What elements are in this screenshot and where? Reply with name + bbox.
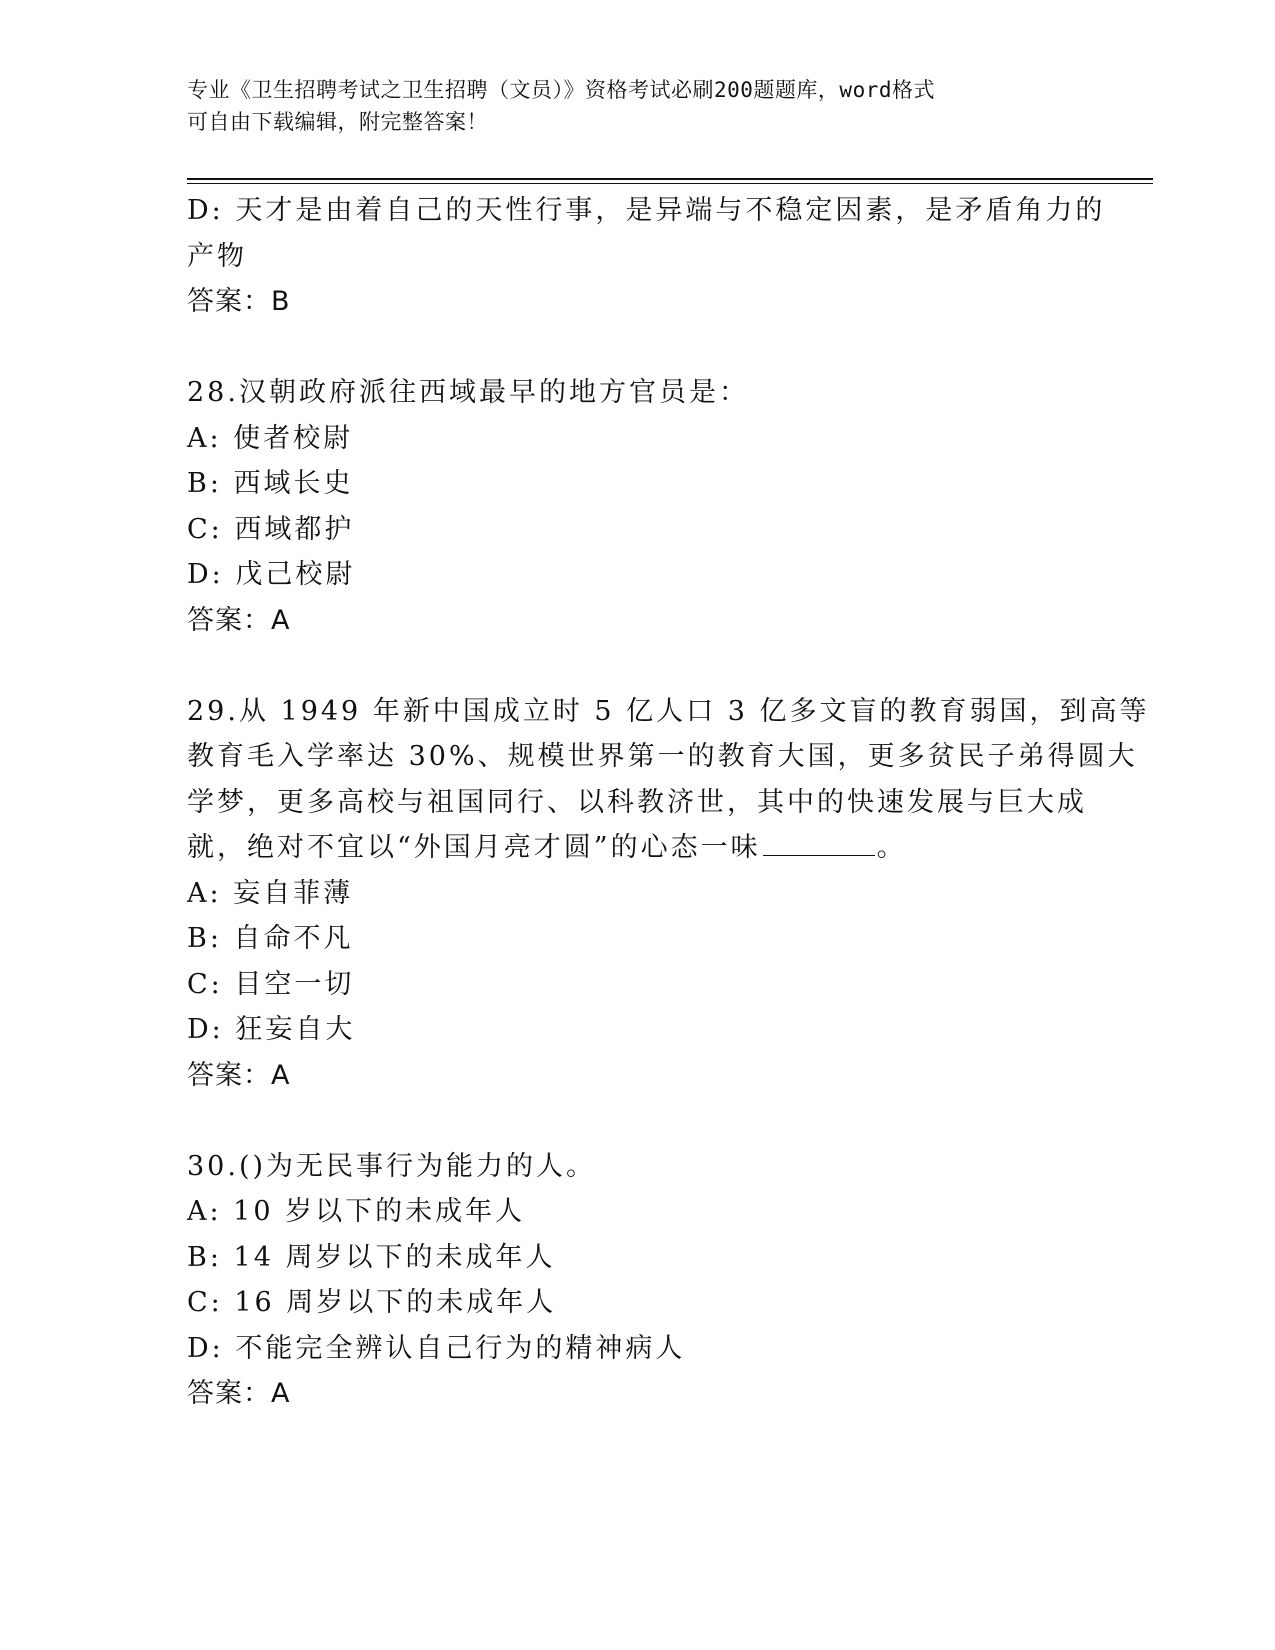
question-spacer [187,325,1087,371]
option-b: B: 14 周岁以下的未成年人 [187,1241,556,1273]
document-header [187,74,1087,138]
option-c: C: 16 周岁以下的未成年人 [187,1287,557,1318]
option-d: D: 天才是由着自己的天性行事，是异端与不稳定因素，是矛盾角力的 [187,195,1106,226]
option-d: D: 狂妄自大 [187,1014,356,1045]
header-divider-thick [187,178,1153,180]
option-d-continuation: 产物 [187,240,247,272]
question-stem: 28.汉朝政府派往西域最早的地方官员是： [187,377,749,408]
question-27-tail [187,188,1106,325]
stem-text-after-blank: 。 [876,832,907,863]
question-spacer [187,643,1087,689]
question-list [187,188,1150,1417]
question-stem-line-4 [187,825,1087,871]
option-b: B: 西域长史 [187,468,354,499]
option-a: A: 妄自菲薄 [187,877,354,909]
header-title-line-2: 可自由下载编辑，附完整答案！ [187,110,488,134]
stem-text-before-blank: 就，绝对不宜以“外国月亮才圆”的心态一味 [187,832,761,863]
question-spacer [187,1098,1087,1144]
option-a: A: 使者校尉 [187,422,354,454]
question-28 [187,370,1087,643]
question-29 [187,689,1150,1099]
question-30 [187,1144,1087,1417]
option-c: C: 目空一切 [187,968,355,1000]
answer-label: 答案：B [187,286,291,317]
question-stem-line-1: 29.从 1949 年新中国成立时 5 亿人口 3 亿多文盲的教育弱国，到高等 [187,695,1150,727]
question-stem-line-3: 学梦，更多高校与祖国同行、以科教济世，其中的快速发展与巨大成 [187,786,1087,818]
answer-label: 答案：A [187,1378,291,1409]
header-title-line-1: 专业《卫生招聘考试之卫生招聘（文员）》资格考试必刷200题题库，word格式 [187,78,935,102]
question-stem: 30.()为无民事行为能力的人。 [187,1150,597,1182]
answer-label: 答案：A [187,1059,291,1091]
option-b: B: 自命不凡 [187,923,354,954]
option-d: D: 不能完全辨认自己行为的精神病人 [187,1332,686,1364]
option-a: A: 10 岁以下的未成年人 [187,1196,526,1227]
answer-label: 答案：A [187,604,291,636]
header-divider-thin [187,183,1153,184]
option-d: D: 戊己校尉 [187,559,356,590]
question-stem-line-2: 教育毛入学率达 30%、规模世界第一的教育大国，更多贫民子弟得圆大 [187,741,1138,772]
option-c: C: 西域都护 [187,513,355,545]
fill-in-blank [763,833,875,856]
